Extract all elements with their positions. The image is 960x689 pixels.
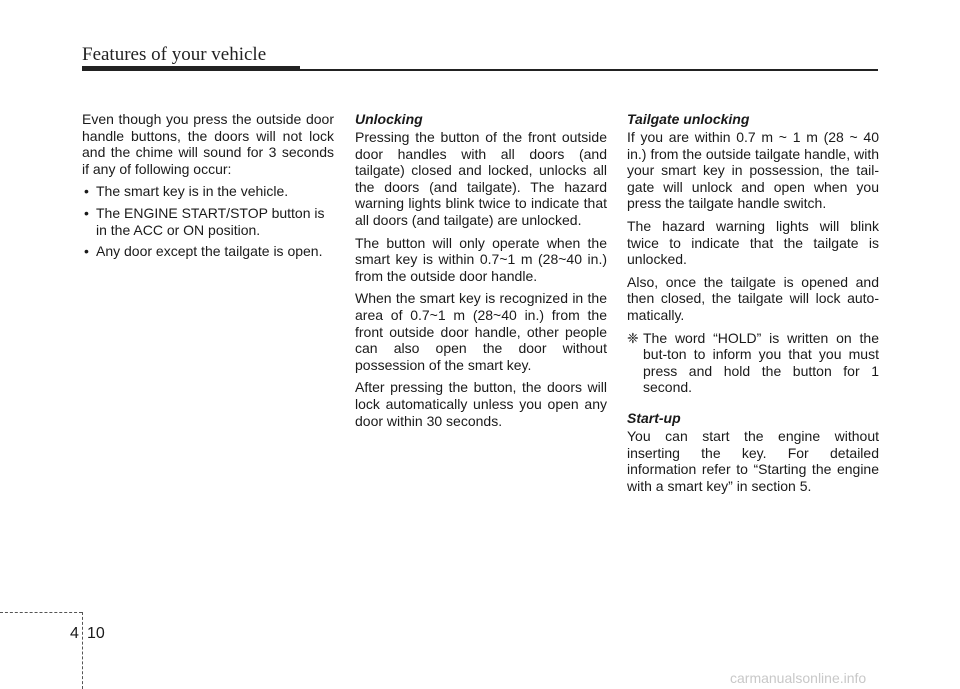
paragraph: If you are within 0.7 m ~ 1 m (28 ~ 40 in.) from the outside tailgate handle, with your smart key in possession, the tail-gate will unlock and open when you press the tailgate handle switch. — [627, 129, 879, 212]
footer-divider-vertical — [82, 612, 83, 689]
paragraph: Also, once the tailgate is opened and then closed, the tailgate will lock auto-matically. — [627, 273, 879, 323]
paragraph: The hazard warning lights will blink twice to indicate that the tailgate is unlocked. — [627, 217, 879, 268]
column-right — [627, 111, 879, 500]
header-rule-thick — [82, 66, 300, 71]
paragraph: When the smart key is recognized in the area of 0.7~1 m (28~40 in.) from the front outside door handle, other people can also open the door without possession of the smart key. — [355, 290, 607, 373]
intro-paragraph: Even though you press the outside door handle buttons, the doors will not lock and the chime will sound for 3 seconds if any of following occur: — [82, 111, 334, 177]
paragraph: The button will only operate when the smart key is within 0.7~1 m (28~40 in.) from the outside door handle. — [355, 234, 607, 284]
watermark: carmanualsonline.info — [730, 670, 867, 686]
paragraph: After pressing the button, the doors will lock automatically unless you open any door within 30 seconds. — [355, 379, 607, 429]
column-left — [82, 111, 334, 265]
column-middle — [355, 111, 607, 435]
page-header-title: Features of your vehicle — [82, 44, 267, 65]
unlocking-heading: Unlocking — [355, 111, 423, 127]
chapter-number: 4 — [70, 625, 79, 642]
start-up-heading: Start-up — [627, 409, 681, 426]
list-item: • The ENGINE START/STOP button is in the ACC or ON position. — [82, 205, 334, 238]
footer-divider-horizontal — [0, 612, 82, 613]
conditions-list — [82, 183, 334, 259]
header-rule-thin — [300, 69, 878, 71]
list-item: • The smart key is in the vehicle. — [82, 183, 334, 200]
page-number: 10 — [87, 625, 105, 642]
hold-note — [627, 330, 879, 396]
paragraph: Pressing the button of the front outside door handles with all doors (and tailgate) closed and locked, unlocks all the doors (and tailgate). The hazard warning lights blink twice to indicate that all doors (and tailgate) are unlocked. — [355, 129, 607, 228]
tailgate-unlocking-heading: Tailgate unlocking — [627, 111, 750, 127]
paragraph: You can start the engine without inserting the key. For detailed information refer to “Starting the engine with a smart key” in section 5. — [627, 427, 879, 494]
list-item: • Any door except the tailgate is open. — [82, 243, 334, 260]
note-text: The word “HOLD” is written on the but-ton to inform you that you must press and hold the button for 1 second. — [643, 329, 879, 396]
note-icon: ❈ — [627, 329, 639, 346]
